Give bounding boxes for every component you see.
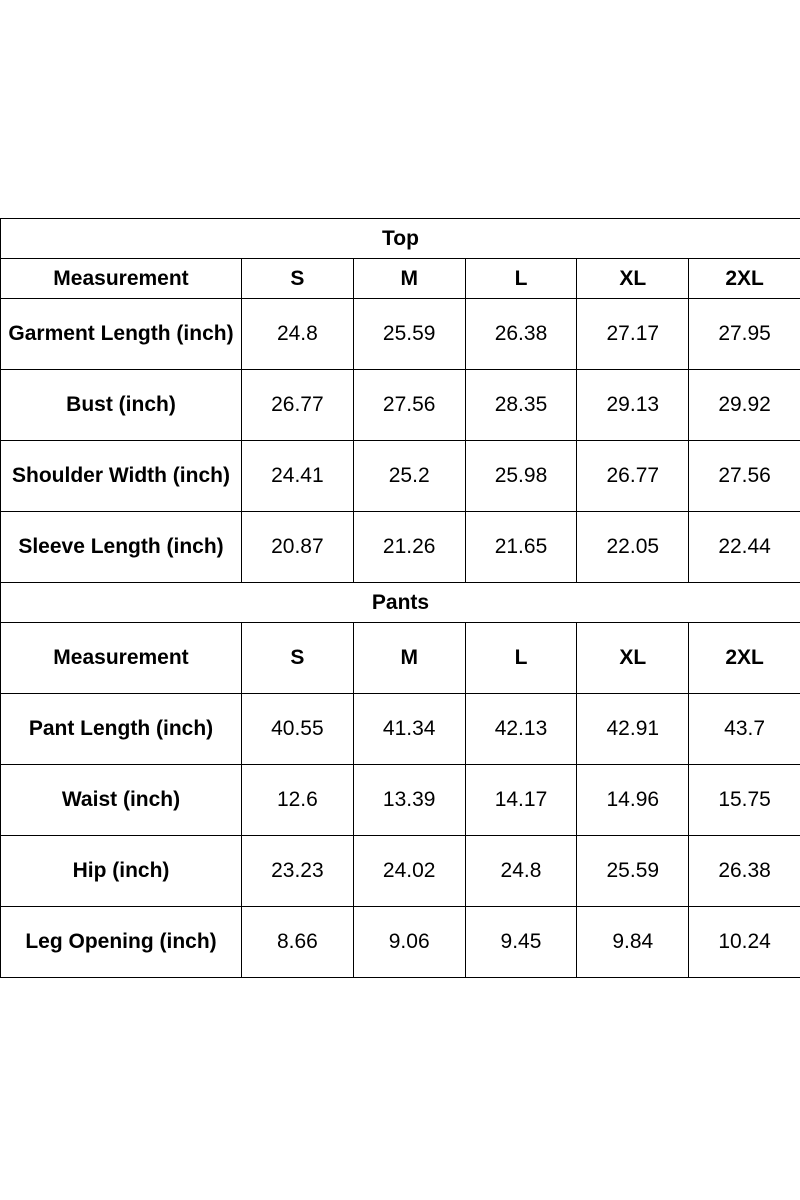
header-cell: 2XL bbox=[689, 259, 800, 299]
table-row bbox=[1, 370, 800, 441]
table-cell: 28.35 bbox=[465, 370, 577, 441]
top-header-row bbox=[1, 259, 800, 299]
row-label: Bust (inch) bbox=[1, 370, 242, 441]
header-cell: Measurement bbox=[1, 623, 242, 694]
row-label: Garment Length (inch) bbox=[1, 299, 242, 370]
table-cell: 27.95 bbox=[689, 299, 800, 370]
table-row bbox=[1, 299, 800, 370]
row-label: Sleeve Length (inch) bbox=[1, 512, 242, 583]
pants-section-title: Pants bbox=[1, 583, 800, 623]
pants-header-row bbox=[1, 623, 800, 694]
table-cell: 27.56 bbox=[353, 370, 465, 441]
table-cell: 21.65 bbox=[465, 512, 577, 583]
table-row bbox=[1, 694, 800, 765]
table-cell: 20.87 bbox=[242, 512, 354, 583]
header-cell: XL bbox=[577, 623, 689, 694]
table-row bbox=[1, 512, 800, 583]
row-label: Shoulder Width (inch) bbox=[1, 441, 242, 512]
table-cell: 25.59 bbox=[353, 299, 465, 370]
pants-section-title-row bbox=[1, 583, 800, 623]
table-cell: 12.6 bbox=[242, 765, 354, 836]
table-cell: 24.8 bbox=[465, 836, 577, 907]
table-cell: 22.44 bbox=[689, 512, 800, 583]
row-label: Leg Opening (inch) bbox=[1, 907, 242, 978]
table-cell: 9.84 bbox=[577, 907, 689, 978]
table-cell: 9.06 bbox=[353, 907, 465, 978]
table-cell: 9.45 bbox=[465, 907, 577, 978]
table-cell: 43.7 bbox=[689, 694, 800, 765]
table-cell: 29.92 bbox=[689, 370, 800, 441]
table-row bbox=[1, 907, 800, 978]
row-label: Waist (inch) bbox=[1, 765, 242, 836]
table-cell: 25.59 bbox=[577, 836, 689, 907]
table-cell: 26.38 bbox=[689, 836, 800, 907]
header-cell: S bbox=[242, 623, 354, 694]
table-cell: 42.13 bbox=[465, 694, 577, 765]
table-cell: 23.23 bbox=[242, 836, 354, 907]
table-cell: 25.2 bbox=[353, 441, 465, 512]
table-cell: 22.05 bbox=[577, 512, 689, 583]
table-cell: 29.13 bbox=[577, 370, 689, 441]
table-cell: 8.66 bbox=[242, 907, 354, 978]
header-cell: S bbox=[242, 259, 354, 299]
header-cell: L bbox=[465, 259, 577, 299]
header-cell: XL bbox=[577, 259, 689, 299]
table-row bbox=[1, 836, 800, 907]
table-cell: 42.91 bbox=[577, 694, 689, 765]
table-cell: 21.26 bbox=[353, 512, 465, 583]
size-chart-table bbox=[0, 218, 800, 978]
table-cell: 27.17 bbox=[577, 299, 689, 370]
row-label: Hip (inch) bbox=[1, 836, 242, 907]
top-section-title: Top bbox=[1, 219, 800, 259]
table-cell: 13.39 bbox=[353, 765, 465, 836]
table-cell: 26.38 bbox=[465, 299, 577, 370]
header-cell: M bbox=[353, 259, 465, 299]
table-cell: 24.41 bbox=[242, 441, 354, 512]
table-cell: 41.34 bbox=[353, 694, 465, 765]
table-cell: 15.75 bbox=[689, 765, 800, 836]
top-section-title-row bbox=[1, 219, 800, 259]
header-cell: M bbox=[353, 623, 465, 694]
table-cell: 26.77 bbox=[577, 441, 689, 512]
table-cell: 10.24 bbox=[689, 907, 800, 978]
table-row bbox=[1, 441, 800, 512]
table-row bbox=[1, 765, 800, 836]
table-cell: 14.96 bbox=[577, 765, 689, 836]
table-cell: 27.56 bbox=[689, 441, 800, 512]
header-cell: Measurement bbox=[1, 259, 242, 299]
table-cell: 25.98 bbox=[465, 441, 577, 512]
table-cell: 40.55 bbox=[242, 694, 354, 765]
header-cell: 2XL bbox=[689, 623, 800, 694]
table-cell: 26.77 bbox=[242, 370, 354, 441]
table-cell: 24.02 bbox=[353, 836, 465, 907]
table-cell: 14.17 bbox=[465, 765, 577, 836]
row-label: Pant Length (inch) bbox=[1, 694, 242, 765]
header-cell: L bbox=[465, 623, 577, 694]
table-cell: 24.8 bbox=[242, 299, 354, 370]
